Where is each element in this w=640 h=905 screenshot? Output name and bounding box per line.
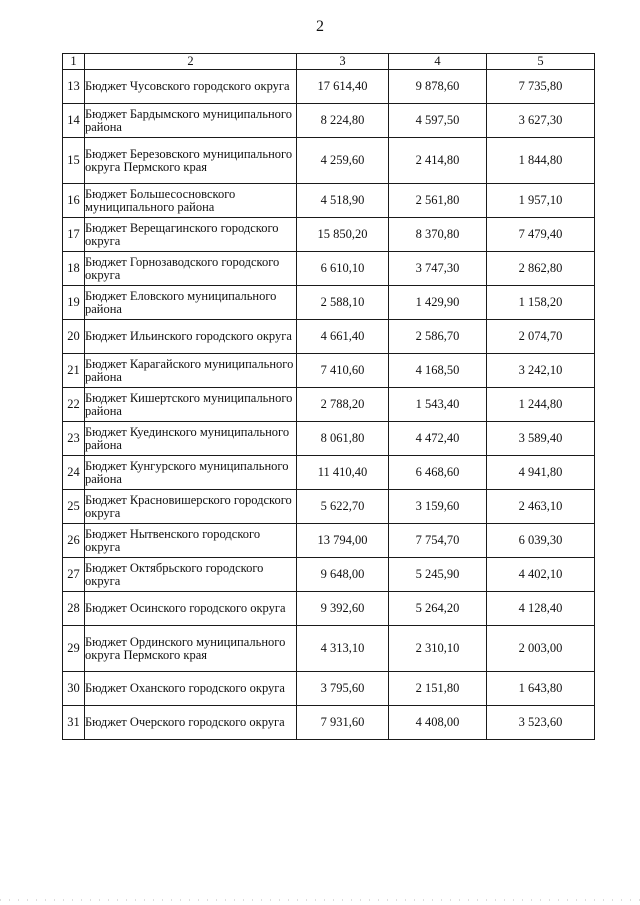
value-col3: 8 061,80	[297, 422, 389, 456]
value-col3: 13 794,00	[297, 524, 389, 558]
value-col3: 5 622,70	[297, 490, 389, 524]
row-number: 26	[63, 524, 85, 558]
value-col3: 6 610,10	[297, 252, 389, 286]
value-col4: 2 586,70	[389, 320, 487, 354]
budget-name: Бюджет Октябрьского городского округа	[85, 558, 297, 592]
column-header: 3	[297, 54, 389, 70]
table-row	[63, 422, 595, 456]
value-col4: 5 264,20	[389, 592, 487, 626]
row-number: 22	[63, 388, 85, 422]
table-header-row	[63, 54, 595, 70]
value-col4: 3 159,60	[389, 490, 487, 524]
value-col4: 4 168,50	[389, 354, 487, 388]
row-number: 20	[63, 320, 85, 354]
value-col3: 2 588,10	[297, 286, 389, 320]
scan-artifact-line	[0, 899, 640, 901]
table-row	[63, 490, 595, 524]
value-col4: 1 543,40	[389, 388, 487, 422]
budget-name: Бюджет Кунгурского муниципального района	[85, 456, 297, 490]
value-col5: 2 463,10	[487, 490, 595, 524]
table-row	[63, 524, 595, 558]
budget-name: Бюджет Очерского городского округа	[85, 706, 297, 740]
row-number: 19	[63, 286, 85, 320]
budget-name: Бюджет Ординского муниципального округа Пермского края	[85, 626, 297, 672]
value-col4: 9 878,60	[389, 70, 487, 104]
row-number: 29	[63, 626, 85, 672]
table-row	[63, 218, 595, 252]
value-col3: 8 224,80	[297, 104, 389, 138]
table-row	[63, 354, 595, 388]
table-row	[63, 104, 595, 138]
table-row	[63, 672, 595, 706]
row-number: 15	[63, 138, 85, 184]
value-col4: 7 754,70	[389, 524, 487, 558]
row-number: 13	[63, 70, 85, 104]
table-row	[63, 320, 595, 354]
table-row	[63, 456, 595, 490]
row-number: 30	[63, 672, 85, 706]
value-col5: 4 402,10	[487, 558, 595, 592]
budget-name: Бюджет Бардымского муниципального района	[85, 104, 297, 138]
budget-name: Бюджет Еловского муниципального района	[85, 286, 297, 320]
table-row	[63, 286, 595, 320]
value-col3: 15 850,20	[297, 218, 389, 252]
row-number: 23	[63, 422, 85, 456]
table-row	[63, 626, 595, 672]
row-number: 14	[63, 104, 85, 138]
value-col4: 2 414,80	[389, 138, 487, 184]
budget-name: Бюджет Горнозаводского городского округа	[85, 252, 297, 286]
value-col5: 2 862,80	[487, 252, 595, 286]
value-col3: 7 410,60	[297, 354, 389, 388]
budget-name: Бюджет Осинского городского округа	[85, 592, 297, 626]
value-col3: 9 392,60	[297, 592, 389, 626]
value-col5: 4 128,40	[487, 592, 595, 626]
value-col4: 1 429,90	[389, 286, 487, 320]
row-number: 27	[63, 558, 85, 592]
budget-name: Бюджет Березовского муниципального округа Пермского края	[85, 138, 297, 184]
row-number: 28	[63, 592, 85, 626]
value-col5: 1 643,80	[487, 672, 595, 706]
value-col4: 4 597,50	[389, 104, 487, 138]
value-col3: 4 661,40	[297, 320, 389, 354]
value-col4: 2 310,10	[389, 626, 487, 672]
budget-table	[62, 53, 595, 740]
table-row	[63, 388, 595, 422]
value-col5: 2 074,70	[487, 320, 595, 354]
value-col5: 4 941,80	[487, 456, 595, 490]
row-number: 25	[63, 490, 85, 524]
table-row	[63, 706, 595, 740]
table-row	[63, 138, 595, 184]
column-header: 2	[85, 54, 297, 70]
value-col4: 2 561,80	[389, 184, 487, 218]
budget-name: Бюджет Кишертского муниципального района	[85, 388, 297, 422]
value-col5: 3 242,10	[487, 354, 595, 388]
row-number: 18	[63, 252, 85, 286]
value-col5: 6 039,30	[487, 524, 595, 558]
budget-name: Бюджет Ильинского городского округа	[85, 320, 297, 354]
value-col4: 8 370,80	[389, 218, 487, 252]
budget-name: Бюджет Карагайского муниципального района	[85, 354, 297, 388]
row-number: 24	[63, 456, 85, 490]
value-col3: 4 313,10	[297, 626, 389, 672]
column-header: 5	[487, 54, 595, 70]
value-col4: 4 408,00	[389, 706, 487, 740]
value-col5: 3 589,40	[487, 422, 595, 456]
value-col5: 7 735,80	[487, 70, 595, 104]
table-row	[63, 558, 595, 592]
value-col5: 1 158,20	[487, 286, 595, 320]
row-number: 17	[63, 218, 85, 252]
budget-name: Бюджет Красновишерского городского округа	[85, 490, 297, 524]
value-col3: 7 931,60	[297, 706, 389, 740]
budget-name: Бюджет Верещагинского городского округа	[85, 218, 297, 252]
value-col3: 11 410,40	[297, 456, 389, 490]
row-number: 21	[63, 354, 85, 388]
value-col3: 2 788,20	[297, 388, 389, 422]
value-col4: 4 472,40	[389, 422, 487, 456]
column-header: 4	[389, 54, 487, 70]
value-col4: 6 468,60	[389, 456, 487, 490]
row-number: 16	[63, 184, 85, 218]
value-col5: 1 957,10	[487, 184, 595, 218]
value-col3: 4 518,90	[297, 184, 389, 218]
value-col4: 2 151,80	[389, 672, 487, 706]
value-col3: 9 648,00	[297, 558, 389, 592]
value-col3: 4 259,60	[297, 138, 389, 184]
budget-name: Бюджет Нытвенского городского округа	[85, 524, 297, 558]
table-row	[63, 70, 595, 104]
value-col4: 3 747,30	[389, 252, 487, 286]
value-col5: 3 627,30	[487, 104, 595, 138]
row-number: 31	[63, 706, 85, 740]
value-col5: 2 003,00	[487, 626, 595, 672]
table-row	[63, 592, 595, 626]
column-header: 1	[63, 54, 85, 70]
value-col5: 3 523,60	[487, 706, 595, 740]
value-col3: 3 795,60	[297, 672, 389, 706]
value-col5: 7 479,40	[487, 218, 595, 252]
page-number: 2	[316, 18, 324, 35]
budget-name: Бюджет Большесосновского муниципального района	[85, 184, 297, 218]
value-col5: 1 244,80	[487, 388, 595, 422]
value-col4: 5 245,90	[389, 558, 487, 592]
value-col5: 1 844,80	[487, 138, 595, 184]
budget-name: Бюджет Оханского городского округа	[85, 672, 297, 706]
budget-name: Бюджет Чусовского городского округа	[85, 70, 297, 104]
value-col3: 17 614,40	[297, 70, 389, 104]
table-row	[63, 184, 595, 218]
budget-name: Бюджет Куединского муниципального района	[85, 422, 297, 456]
table-row	[63, 252, 595, 286]
